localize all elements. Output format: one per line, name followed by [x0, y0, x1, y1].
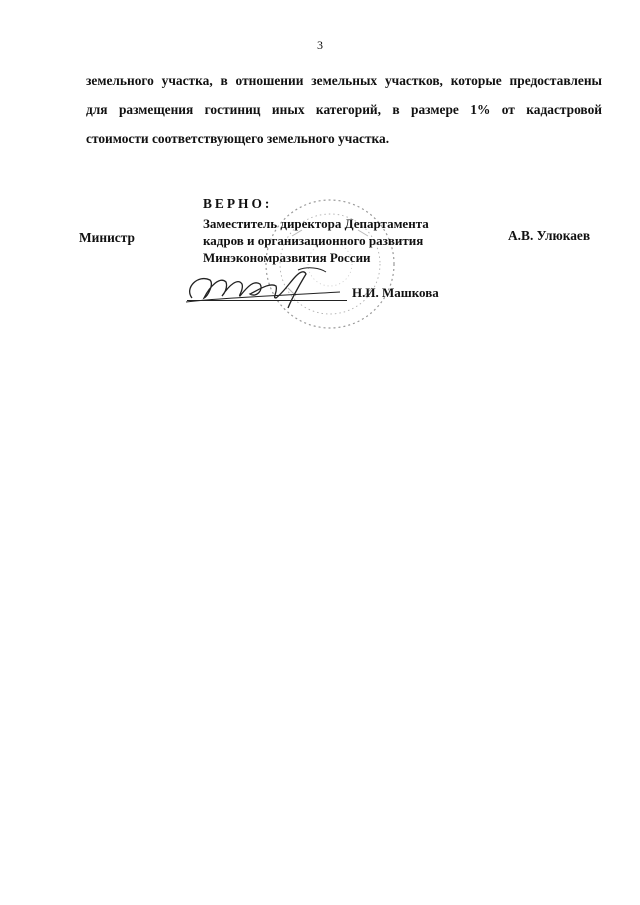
certify-position-line-2: кадров и организационного развития — [203, 233, 424, 248]
certify-position-line-3: Минэкономразвития России — [203, 250, 371, 265]
body-line-3: стоимости соответствующего земельного участка. — [86, 131, 390, 146]
certify-heading: ВЕРНО: — [203, 196, 273, 211]
certify-position-line-1: Заместитель директора Департамента — [203, 216, 429, 231]
body-line-1: земельного участка, в отношении земельных участков, которые предоставлены — [86, 73, 602, 88]
handwritten-signature-icon — [180, 262, 350, 312]
page-number: 3 — [317, 38, 323, 52]
minister-label: Министр — [79, 230, 135, 245]
certification-block — [203, 195, 463, 266]
signer-name: Н.И. Машкова — [352, 285, 439, 300]
body-paragraph — [86, 66, 602, 153]
signature-underline — [187, 300, 347, 301]
minister-name: А.В. Улюкаев — [508, 228, 591, 243]
body-line-2: для размещения гостиниц иных категорий, в размере 1% от кадастровой — [86, 102, 602, 117]
